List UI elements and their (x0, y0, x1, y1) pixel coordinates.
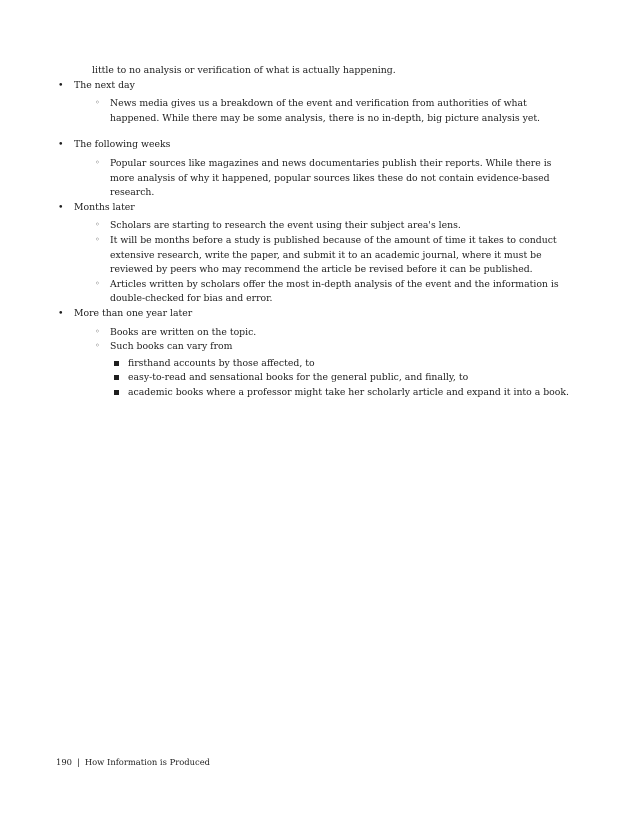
square-bullet-icon (114, 361, 119, 366)
sub-list-item-text: It will be months before a study is published because of the amount of time it takes to conduct extensive research, write the paper, and submit it to an academic journal, where it must be reviewed by peers who may recommend the article be revised before it can be published. (110, 234, 557, 276)
timeline-list (56, 79, 576, 401)
sub-list-item (74, 326, 576, 341)
list-item-label: More than one year later (74, 307, 193, 319)
sub-list (74, 219, 576, 307)
circle-bullet-icon: ◦ (95, 341, 100, 351)
footer-separator: | (77, 757, 80, 767)
sub-list-item-text: News media gives us a breakdown of the event and verification from authorities of what happened. While there may be some analysis, there is no in-depth, big picture analysis yet. (110, 98, 541, 124)
square-bullet-icon (114, 375, 119, 380)
sub-list-item (74, 219, 576, 234)
list-item (56, 79, 576, 127)
sub-list (74, 157, 576, 201)
list-item (56, 138, 576, 200)
sub-list-item-text: Popular sources like magazines and news documentaries publish their reports. While there is more analysis of why it happened, popular sources likes these do not contain evidence-based research. (110, 157, 552, 199)
sub-list (74, 326, 576, 401)
sub-list-item (74, 278, 576, 307)
sub-sub-list-item-text: easy-to-read and sensational books for the general public, and finally, to (128, 372, 469, 384)
square-bullet-icon (114, 390, 119, 395)
list-item (56, 201, 576, 307)
circle-bullet-icon: ◦ (95, 157, 100, 167)
circle-bullet-icon: ◦ (95, 98, 100, 108)
circle-bullet-icon: ◦ (95, 220, 100, 230)
sub-sub-list-item-text: academic books where a professor might take her scholarly article and expand it into a book. (128, 386, 569, 398)
bullet-icon: • (58, 139, 64, 151)
sub-list-item (74, 97, 576, 126)
circle-bullet-icon: ◦ (95, 326, 100, 336)
sub-sub-list (74, 357, 576, 401)
sub-list (74, 97, 576, 126)
sub-list-item-text: Scholars are starting to research the event using their subject area's lens. (110, 220, 461, 232)
continuation-text: little to no analysis or verification of what is actually happening. (92, 65, 396, 76)
sub-list-item-text: Such books can vary from (110, 341, 233, 353)
list-item-label: Months later (74, 201, 135, 213)
page-content (56, 64, 576, 400)
bullet-icon: • (58, 307, 64, 319)
sub-sub-list-item (74, 386, 576, 401)
list-item-label: The next day (74, 79, 135, 91)
page-footer (56, 757, 210, 767)
sub-sub-list-item (74, 357, 576, 372)
circle-bullet-icon: ◦ (95, 278, 100, 288)
sub-list-item (74, 234, 576, 278)
chapter-title: How Information is Produced (84, 757, 211, 767)
bullet-icon: • (58, 201, 64, 213)
sub-list-item-text: Articles written by scholars offer the most in-depth analysis of the event and the information is double-checked for bias and error. (110, 278, 559, 305)
bullet-icon: • (58, 79, 64, 91)
sub-sub-list-item (74, 371, 576, 386)
sub-sub-list-item-text: firsthand accounts by those affected, to (128, 357, 315, 369)
circle-bullet-icon: ◦ (95, 234, 100, 244)
sub-list-item (74, 340, 576, 400)
list-item-label: The following weeks (74, 139, 171, 151)
sub-list-item-text: Books are written on the topic. (110, 326, 257, 338)
sub-list-item (74, 157, 576, 201)
list-item (56, 307, 576, 401)
page-number: 190 (56, 757, 72, 767)
